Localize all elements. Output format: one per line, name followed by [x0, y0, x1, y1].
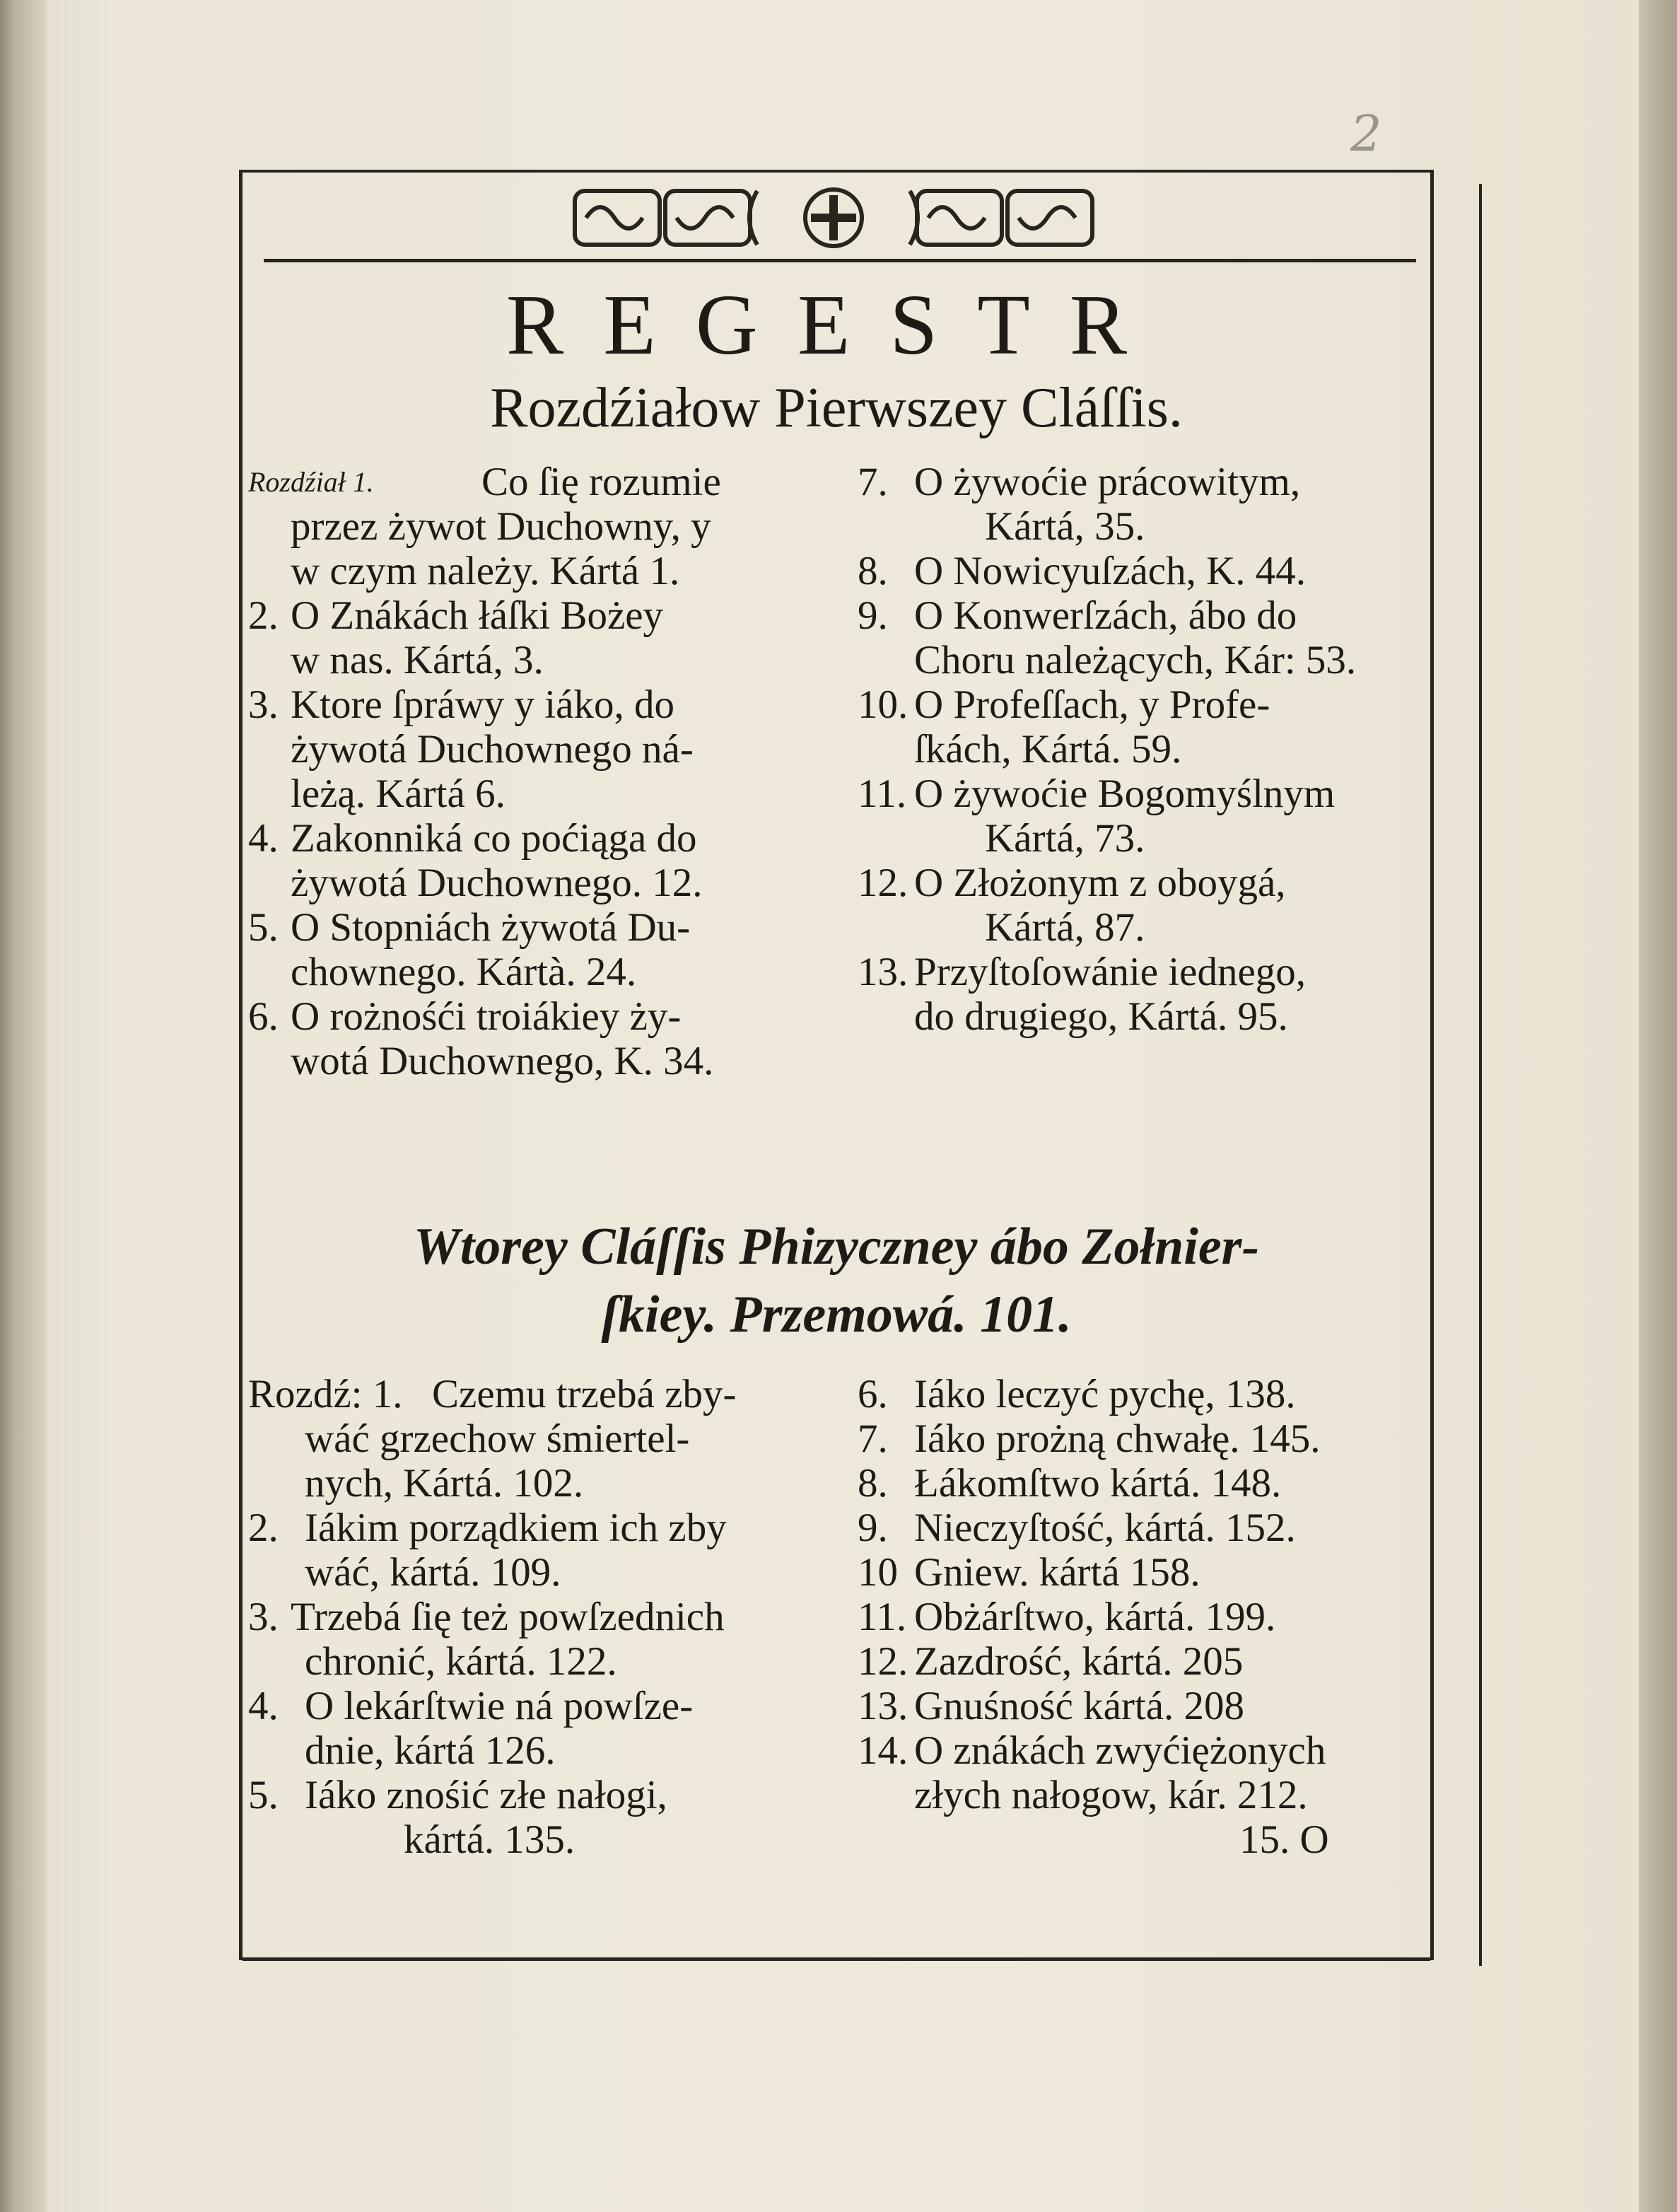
- bottom-rule: [243, 1957, 1430, 1961]
- entry-num: 11.: [858, 772, 907, 816]
- entry-line: Przyſtoſowánie iednego,: [914, 950, 1307, 994]
- entry-num: 4.: [248, 1684, 279, 1728]
- entry-line: Iáko znośić złe nałogi,: [305, 1773, 667, 1817]
- entry-line: ſkách, Kártá. 59.: [914, 727, 1182, 772]
- entry-line: w nas. Kártá, 3.: [291, 638, 544, 682]
- section2-right-column: [858, 1372, 1423, 1862]
- entry-line: O rożnośći troiákiey ży-: [291, 994, 682, 1039]
- catchword: 15. O: [1239, 1817, 1329, 1862]
- entry-num: 2.: [248, 1506, 279, 1550]
- entry-num: 5.: [248, 1773, 279, 1817]
- entry-num: 2.: [248, 593, 279, 638]
- section2-heading-line2: ſkiey. Przemowá. 101.: [601, 1286, 1072, 1344]
- entry-line: O żywoćie prácowitym,: [914, 460, 1301, 504]
- page-subtitle: Rozdźiałow Pierwszey Cláſſis.: [490, 377, 1183, 439]
- entry-num: 6.: [248, 994, 279, 1039]
- entry-num: 11.: [858, 1595, 907, 1639]
- entry-num: 4.: [248, 816, 279, 861]
- entry-line: złych nałogow, kár. 212.: [914, 1773, 1308, 1817]
- entry-num: 9.: [858, 1506, 888, 1550]
- section1-left-column: [248, 460, 828, 1083]
- entry-line: żywotá Duchownego. 12.: [291, 861, 703, 905]
- entry-line: wáć, kártá. 109.: [305, 1550, 561, 1595]
- entry-line: kártá. 135.: [404, 1817, 575, 1862]
- top-rule: [243, 170, 1430, 173]
- entry-line: Ktore ſpráwy y iáko, do: [291, 682, 674, 727]
- outer-frame-rule: [1479, 184, 1482, 1966]
- entry-line: O znákách zwyćiężonych: [914, 1728, 1326, 1773]
- page-title: REGESTR: [506, 277, 1167, 373]
- entry-num: 12.: [858, 861, 908, 905]
- entry-num: 8.: [858, 1461, 888, 1506]
- entry-line: O Stopniách żywotá Du-: [291, 905, 691, 950]
- entry-line: Choru należących, Kár: 53.: [914, 638, 1357, 682]
- entry-line: Kártá, 73.: [985, 816, 1145, 861]
- entry-line: Czemu trzebá zby-: [432, 1372, 737, 1416]
- entry-line: nych, Kártá. 102.: [305, 1461, 584, 1506]
- entry-num: 7.: [858, 1416, 888, 1461]
- entry-line: O Nowicyuſzách, K. 44.: [914, 549, 1307, 593]
- entry-num: Rozdź: 1.: [248, 1372, 403, 1416]
- entry-line: O Złożonym z oboygá,: [914, 861, 1286, 905]
- entry-line: dnie, kártá 126.: [305, 1728, 556, 1773]
- page-edge: [1639, 0, 1677, 2212]
- entry-line: Iákim porządkiem ich zby: [305, 1506, 727, 1550]
- entry-line: Kártá, 35.: [985, 504, 1145, 549]
- entry-line: wáć grzechow śmiertel-: [305, 1416, 690, 1461]
- entry-num: 5.: [248, 905, 279, 950]
- entry-line: Gniew. kártá 158.: [914, 1550, 1200, 1595]
- entry-line: wotá Duchownego, K. 34.: [291, 1039, 714, 1083]
- entry-num: 14.: [858, 1728, 908, 1773]
- entry-line: do drugiego, Kártá. 95.: [914, 994, 1288, 1039]
- entry-line: Co ſię rozumie: [481, 460, 721, 504]
- entry-line: O Profeſſach, y Profe-: [914, 682, 1270, 727]
- entry-num: 12.: [858, 1639, 908, 1684]
- entry-line: żywotá Duchownego ná-: [291, 727, 694, 772]
- entry-num: 9.: [858, 593, 888, 638]
- entry-line: Obżárſtwo, kártá. 199.: [914, 1595, 1276, 1639]
- entry-line: Zazdrość, kártá. 205: [914, 1639, 1244, 1684]
- section2-heading-line1: Wtorey Cláſſis Phizyczney ábo Zołnier-: [413, 1218, 1260, 1276]
- ornament-band-icon: [572, 184, 1095, 252]
- entry-line: chronić, kártá. 122.: [305, 1639, 617, 1684]
- entry-num: 6.: [858, 1372, 888, 1416]
- entry-num: 8.: [858, 549, 888, 593]
- entry-num: 3.: [248, 1595, 279, 1639]
- entry-line: O Konwerſzách, ábo do: [914, 593, 1297, 638]
- entry-line: leżą. Kártá 6.: [291, 772, 506, 816]
- entry-line: Zakonniká co poćiąga do: [291, 816, 697, 861]
- entry-line: Trzebá ſię też powſzednich: [291, 1595, 725, 1639]
- entry-num: 3.: [248, 682, 279, 727]
- entry-line: Nieczyſtość, kártá. 152.: [914, 1506, 1296, 1550]
- entry-line: Gnuśność kártá. 208: [914, 1684, 1244, 1728]
- entry-line: O lekárſtwie ná powſze-: [305, 1684, 694, 1728]
- entry-num: 13.: [858, 950, 908, 994]
- section1-right-column: [858, 460, 1423, 1039]
- book-spine-shadow: [0, 0, 49, 2212]
- entry-num: 7.: [858, 460, 888, 504]
- entry-num: Rozdźiał 1.: [248, 466, 374, 498]
- entry-line: Iáko leczyć pychę, 138.: [914, 1372, 1296, 1416]
- entry-num: 10: [858, 1550, 898, 1595]
- entry-line: Iáko prożną chwałę. 145.: [914, 1416, 1321, 1461]
- entry-line: chownego. Kártà. 24.: [291, 950, 637, 994]
- pencil-page-number: 2: [1350, 105, 1382, 163]
- text-frame: [239, 170, 1434, 1960]
- section2-left-column: [248, 1372, 828, 1862]
- entry-line: Łákomſtwo kártá. 148.: [914, 1461, 1282, 1506]
- entry-line: O żywoćie Bogomyślnym: [914, 772, 1336, 816]
- entry-line: Kártá, 87.: [985, 905, 1145, 950]
- entry-num: 13.: [858, 1684, 908, 1728]
- header-rule: [264, 259, 1416, 262]
- entry-line: przez żywot Duchowny, y: [291, 504, 711, 549]
- entry-num: 10.: [858, 682, 908, 727]
- entry-line: O Znákách łáſki Bożey: [291, 593, 664, 638]
- entry-line: w czym należy. Kártá 1.: [291, 549, 680, 593]
